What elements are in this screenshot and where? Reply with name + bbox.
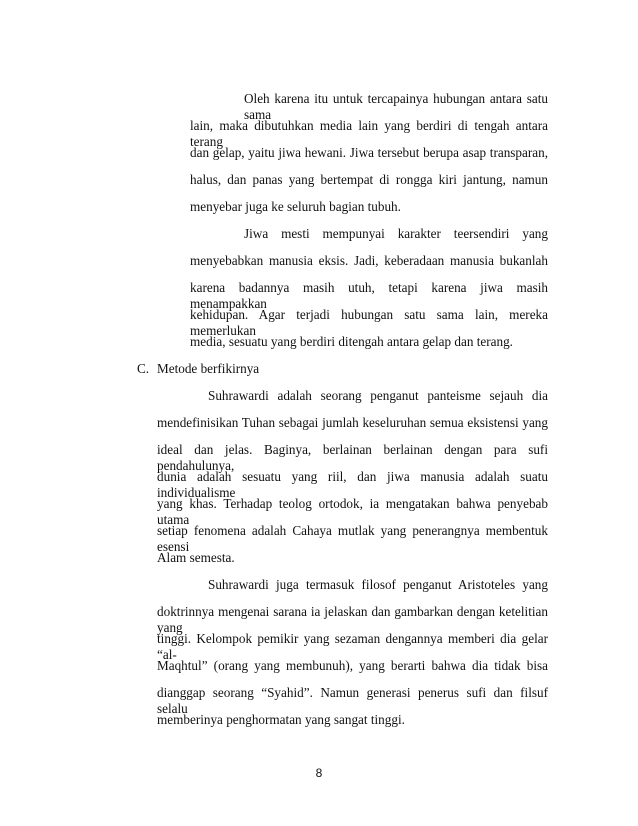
section-title: Metode berfikirnya (157, 361, 260, 376)
text-line: setiap fenomena adalah Cahaya mutlak yang penerangnya membentuk esensi (157, 523, 548, 554)
text-line: media, sesuatu yang berdiri ditengah antara gelap dan terang. (190, 334, 513, 349)
text-line: Jiwa mesti mempunyai karakter teersendiri yang (244, 226, 548, 241)
section-marker: C. (137, 361, 150, 376)
text-line: Suhrawardi juga termasuk filosof penganut Aristoteles yang (208, 577, 548, 592)
text-line: Suhrawardi adalah seorang penganut panteisme sejauh dia (208, 388, 548, 403)
text-line: lain, maka dibutuhkan media lain yang berdiri di tengah antara terang (190, 118, 548, 149)
text-line: menyebar juga ke seluruh bagian tubuh. (190, 199, 401, 214)
page-number: 8 (315, 766, 323, 780)
text-line: tinggi. Kelompok pemikir yang sezaman dengannya memberi dia gelar “al- (157, 631, 548, 662)
text-line: menyebabkan manusia eksis. Jadi, keberadaan manusia bukanlah (190, 253, 548, 268)
text-line: memberinya penghormatan yang sangat tinggi. (157, 712, 405, 727)
text-line: dianggap seorang “Syahid”. Namun generasi penerus sufi dan filsuf selalu (157, 685, 548, 716)
text-line: dan gelap, yaitu jiwa hewani. Jiwa tersebut berupa asap transparan, (190, 145, 548, 160)
text-line: dunia adalah sesuatu yang riil, dan jiwa manusia adalah suatu individualisme (157, 469, 548, 500)
text-line: yang khas. Terhadap teolog ortodok, ia mengatakan bahwa penyebab utama (157, 496, 548, 527)
text-line: Maqhtul” (orang yang membunuh), yang berarti bahwa dia tidak bisa (157, 658, 548, 673)
text-line: halus, dan panas yang bertempat di rongga kiri jantung, namun (190, 172, 548, 187)
text-line: karena badannya masih utuh, tetapi karena jiwa masih menampakkan (190, 280, 548, 311)
text-line: doktrinnya mengenai sarana ia jelaskan dan gambarkan dengan ketelitian yang (157, 604, 548, 635)
text-line: kehidupan. Agar terjadi hubungan satu sama lain, mereka memerlukan (190, 307, 548, 338)
text-line: Oleh karena itu untuk tercapainya hubungan antara satu sama (244, 91, 548, 122)
text-line: ideal dan jelas. Baginya, berlainan berlainan dengan para sufi pendahulunya, (157, 442, 548, 473)
text-line: Alam semesta. (157, 550, 235, 565)
text-line: mendefinisikan Tuhan sebagai jumlah keseluruhan semua eksistensi yang (157, 415, 548, 430)
